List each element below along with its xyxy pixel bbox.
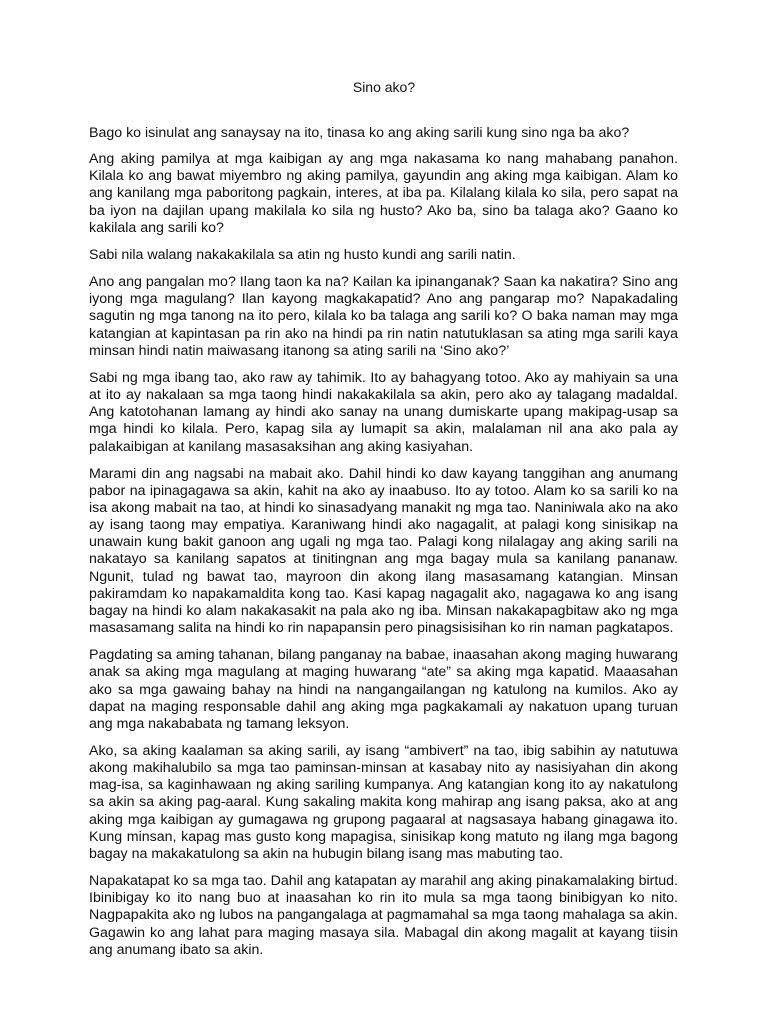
paragraph: Ano ang pangalan mo? Ilang taon ka na? Kailan ka ipinanganak? Saan ka nakatira? Sino ang iyong mga magulang? Ilan kayong magkakapatid? Ano ang pangarap mo? Napakadaling sagutin ng mga tanong na ito pero, kilala ko ba talaga ang sarili ko? O baka naman may mga katangian at kapintasan pa rin ako na hindi pa rin natin natutuklasan sa ating mga sarili kaya minsan hindi natin maiwasang itanong sa ating sarili na ‘Sino ako?’	[89, 274, 678, 359]
paragraph: Sabi ng mga ibang tao, ako raw ay tahimik. Ito ay bahagyang totoo. Ako ay mahiyain sa una at ito ay nakalaan sa mga taong hindi nakakakilala sa akin, pero ako ay talagang madaldal. Ang katotohanan lamang ay hindi ako sanay na unang dumiskarte upang makipag-usap sa mga hindi ko kilala. Pero, kapag sila ay lumapit sa akin, malalaman nil ana ako pala ay palakaibigan at kanilang masasaksihan ang aking kasiyahan.	[89, 369, 678, 455]
page-title: Sino ako?	[352, 79, 416, 95]
essay-body	[89, 125, 678, 969]
paragraph: Ako, sa aking kaalaman sa aking sarili, ay isang “ambivert” na tao, ibig sabihin ay natutuwa akong makihalubilo sa mga tao paminsan-minsan at kasabay nito ay nasisiyahan din akong mag-isa, sa kaginhawaan ng aking sariling kumpanya. Ang katangian kong ito ay nakatulong sa akin sa aking pag-aaral. Kung sakaling makita kong mahirap ang isang paksa, ako at ang aking mga kaibigan ay gumagawa ng grupong pagaaral at nagsasaya habang ginagawa ito. Kung minsan, kapag mas gusto kong mapagisa, sinisikap kong matuto ng ilang mga bagong bagay na makakatulong sa akin na hubugin bilang isang mas mabuting tao.	[89, 743, 678, 862]
paragraph: Bago ko isinulat ang sanaysay na ito, tinasa ko ang aking sarili kung sino nga ba ako?	[89, 125, 630, 141]
paragraph: Sabi nila walang nakakakilala sa atin ng husto kundi ang sarili natin.	[89, 246, 516, 263]
paragraph: Marami din ang nagsabi na mabait ako. Dahil hindi ko daw kayang tanggihan ang anumang pabor na ipinagagawa sa akin, kahit na ako ay inaabuso. Ito ay totoo. Alam ko sa sarili ko na isa akong mabait na tao, at hindi ko sinasadyang manakit ng mga tao. Naniniwala ako na ako ay isang taong may empatiya. Karaniwang hindi ako nagagalit, at palagi kong sinisikap na unawain kung bakit ganoon ang ugali ng mga tao. Palagi kong nilalagay ang aking sarili na nakatayo sa kanilang sapatos at tinitingnan ang mga bagay mula sa kanilang pananaw. Ngunit, tulad ng bawat tao, mayroon din akong ilang masasamang katangian. Minsan pakiramdam ko napakamaldita kong tao. Kasi kapag nagagalit ako, nagagawa ko ang isang bagay na hindi ko alam nakakasakit na pala ako ng iba. Minsan nakakapagbitaw ako ng mga masasamang salita na hindi ko rin napapansin pero pinagsisisihan ko rin naman pagkatapos.	[89, 465, 678, 637]
paragraph: Napakatapat ko sa mga tao. Dahil ang katapatan ay marahil ang aking pinakamalaking birtud. Ibinibigay ko ito nang buo at inaasahan ko rin ito mula sa mga taong binibigyan ko nito. Nagpapakita ako ng lubos na pangangalaga at pagmamahal sa mga taong mahalaga sa akin. Gagawin ko ang lahat para maging masaya sila. Mabagal din akong magalit at kayang tiisin ang anumang ibato sa akin.	[89, 873, 678, 958]
paragraph: Pagdating sa aming tahanan, bilang panganay na babae, inaasahan akong maging huwarang anak sa aking mga magulang at maging huwarang “ate” sa aking mga kapatid. Maaasahan ako sa mga gawaing bahay na hindi na nangangailangan ng katulong na kumilos. Ako ay dapat na maging responsable dahil ang aking mga pagkakamali ay nakatuon upang turuan ang mga nakababata ng tamang leksyon.	[89, 647, 678, 732]
paragraph: Ang aking pamilya at mga kaibigan ay ang mga nakasama ko nang mahabang panahon. Kilala ko ang bawat miyembro ng aking pamilya, gayundin ang aking mga kaibigan. Alam ko ang kanilang mga paboritong pagkain, interes, at iba pa. Kilalang kilala ko sila, pero sapat na ba iyon na dajilan upang makilala ko sila ng husto? Ako ba, sino ba talaga ako? Gaano ko kakilala ang sarili ko?	[89, 151, 678, 236]
